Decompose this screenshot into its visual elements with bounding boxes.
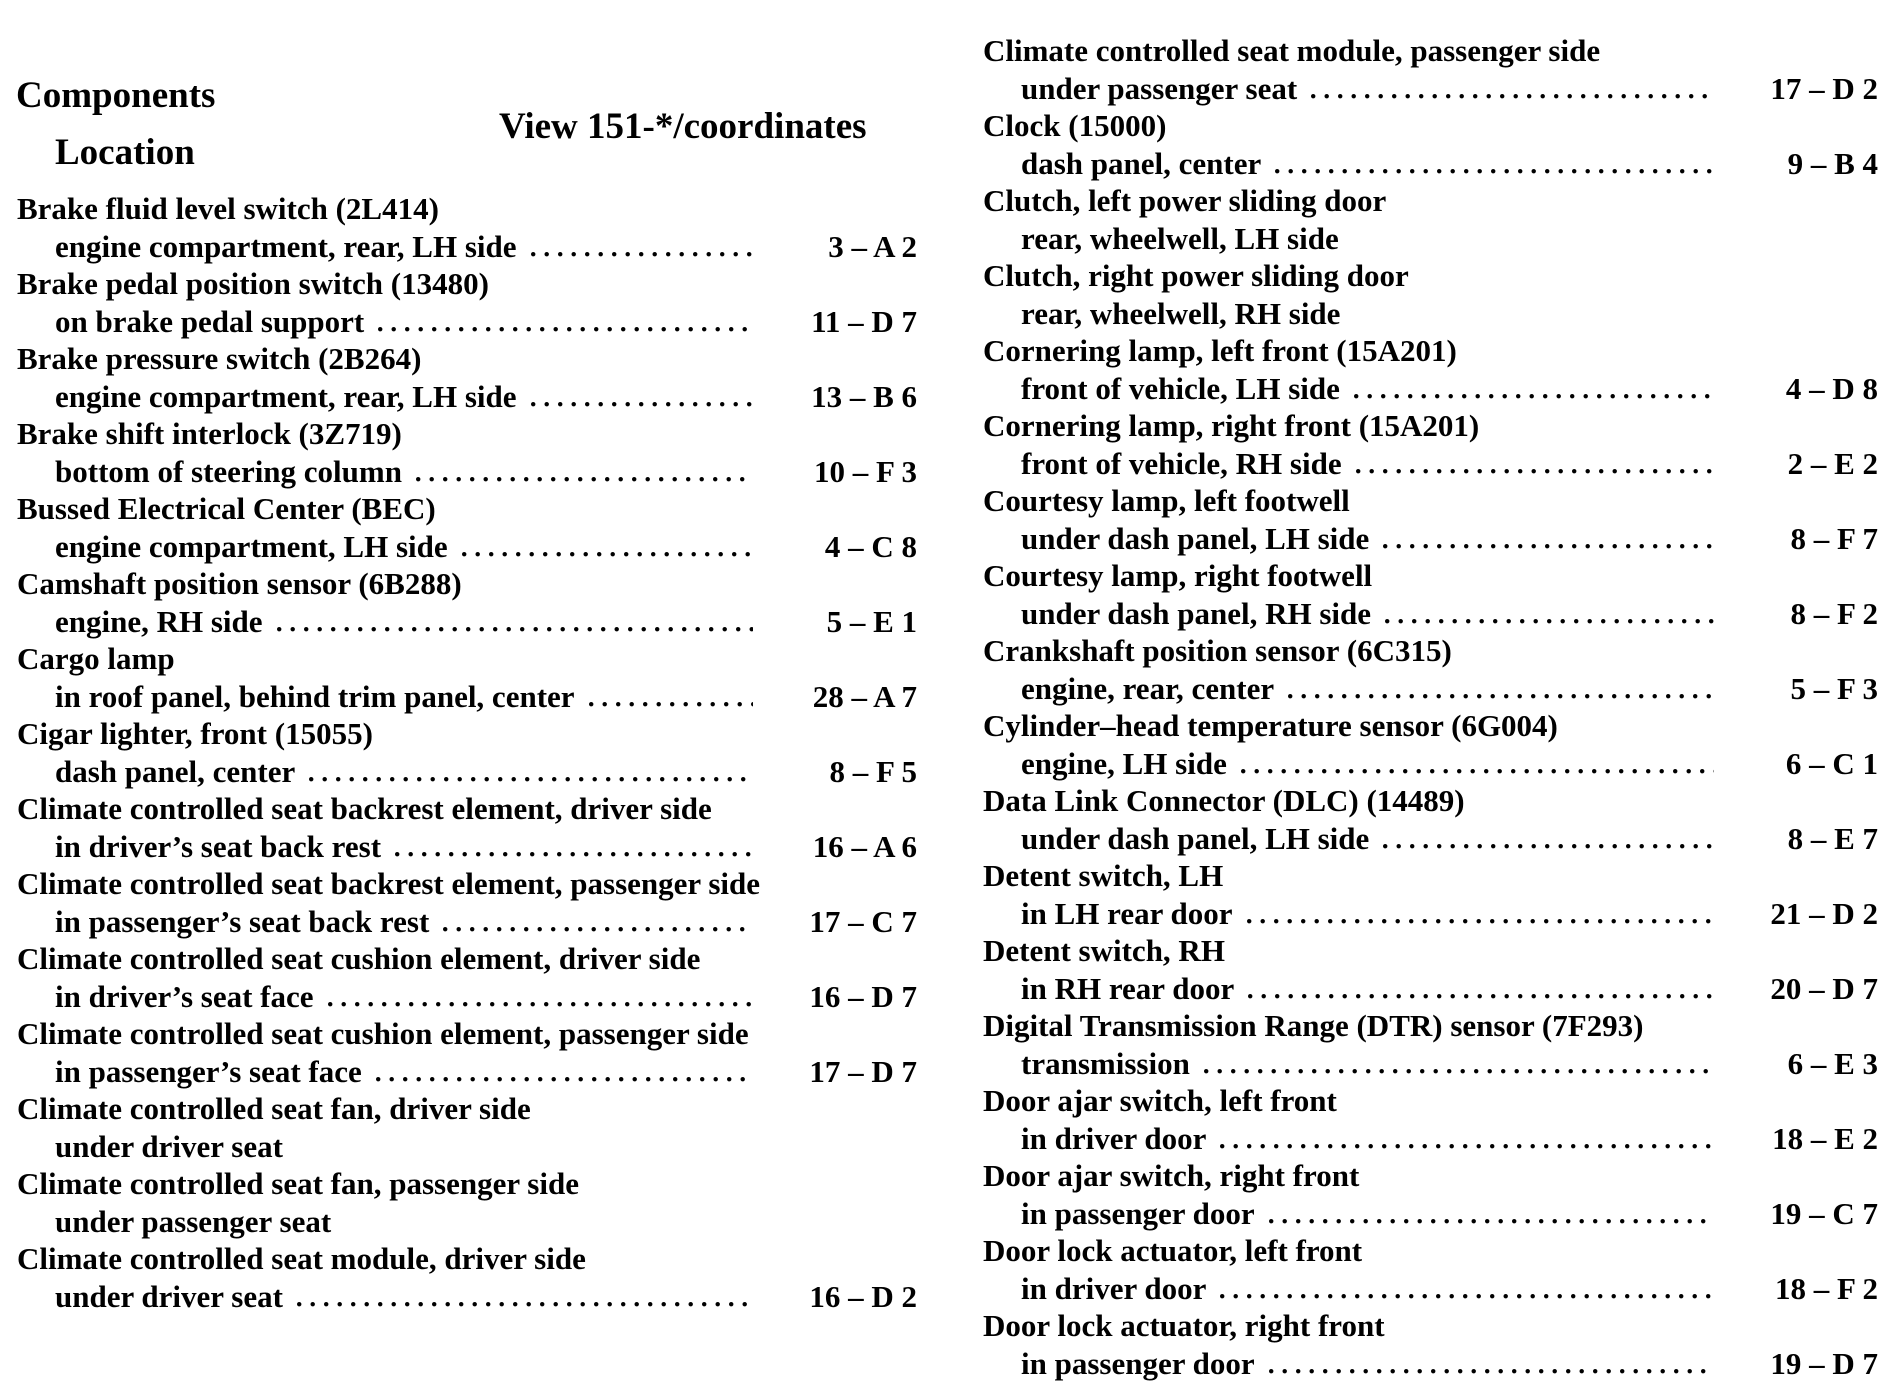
grid-coordinate: 9 – B 4 xyxy=(1787,145,1878,181)
component-location-line xyxy=(17,1128,917,1166)
component-location: in driver door xyxy=(1021,1270,1207,1306)
component-location-line xyxy=(983,970,1878,1008)
dot-leader xyxy=(1350,370,1714,408)
component-name: Door lock actuator, right front xyxy=(983,1308,1385,1343)
component-location: engine compartment, rear, LH side xyxy=(55,378,517,414)
component-location: in roof panel, behind trim panel, center xyxy=(55,678,575,714)
component-entry xyxy=(17,790,917,865)
component-location: under passenger seat xyxy=(55,1203,332,1239)
component-location: in passenger door xyxy=(1021,1345,1255,1381)
grid-coordinate: 20 – D 7 xyxy=(1770,970,1878,1006)
component-location-line xyxy=(17,678,917,716)
component-location-line xyxy=(17,453,917,491)
dot-leader xyxy=(1271,145,1714,183)
component-name: Cylinder–head temperature sensor (6G004) xyxy=(983,708,1558,743)
component-entry xyxy=(17,490,917,565)
dot-leader xyxy=(1237,745,1714,783)
dot-leader xyxy=(374,303,753,341)
grid-coordinate: 19 – C 7 xyxy=(1770,1195,1878,1231)
component-location-line xyxy=(983,70,1878,108)
dot-leader xyxy=(1352,445,1714,483)
dot-leader xyxy=(305,753,753,791)
component-name: Courtesy lamp, right footwell xyxy=(983,558,1373,593)
dot-leader xyxy=(1381,595,1714,633)
component-entry xyxy=(983,557,1878,632)
component-name: Climate controlled seat fan, driver side xyxy=(17,1091,531,1126)
component-location-line xyxy=(983,1270,1878,1308)
left-column xyxy=(17,190,917,1315)
component-name: Clutch, right power sliding door xyxy=(983,258,1409,293)
component-name: Brake shift interlock (3Z719) xyxy=(17,416,402,451)
component-name: Bussed Electrical Center (BEC) xyxy=(17,491,436,526)
dot-leader xyxy=(458,528,753,566)
component-entry xyxy=(983,932,1878,1007)
dot-leader xyxy=(527,228,753,266)
component-location-line xyxy=(983,670,1878,708)
dot-leader xyxy=(1379,520,1714,558)
component-entry xyxy=(17,340,917,415)
grid-coordinate: 8 – F 7 xyxy=(1790,520,1878,556)
component-entry xyxy=(17,265,917,340)
dot-leader xyxy=(585,678,753,716)
grid-coordinate: 19 – D 7 xyxy=(1770,1345,1878,1381)
component-name: Crankshaft position sensor (6C315) xyxy=(983,633,1452,668)
component-location-line xyxy=(17,753,917,791)
component-name: Climate controlled seat module, passenger side xyxy=(983,33,1601,68)
component-location-line xyxy=(17,228,917,266)
grid-coordinate: 16 – A 6 xyxy=(812,828,917,864)
grid-coordinate: 16 – D 2 xyxy=(809,1278,917,1314)
component-location: under driver seat xyxy=(55,1278,283,1314)
dot-leader xyxy=(372,1053,753,1091)
grid-coordinate: 17 – D 2 xyxy=(1770,70,1878,106)
component-name: Clock (15000) xyxy=(983,108,1167,143)
component-location: front of vehicle, LH side xyxy=(1021,370,1340,406)
grid-coordinate: 11 – D 7 xyxy=(811,303,917,339)
dot-leader xyxy=(293,1278,753,1316)
component-location: under dash panel, LH side xyxy=(1021,820,1370,856)
dot-leader xyxy=(1284,670,1714,708)
component-entry xyxy=(17,565,917,640)
component-entry xyxy=(983,1232,1878,1307)
component-location-line xyxy=(983,220,1878,258)
component-entry xyxy=(17,1015,917,1090)
component-entry xyxy=(983,107,1878,182)
component-location: under dash panel, LH side xyxy=(1021,520,1370,556)
dot-leader xyxy=(391,828,753,866)
component-location: under dash panel, RH side xyxy=(1021,595,1372,631)
component-location-line xyxy=(17,303,917,341)
component-name: Door lock actuator, left front xyxy=(983,1233,1363,1268)
component-location: engine, RH side xyxy=(55,603,263,639)
component-name: Digital Transmission Range (DTR) sensor (7F293) xyxy=(983,1008,1644,1043)
component-location: bottom of steering column xyxy=(55,453,402,489)
component-entry xyxy=(983,1157,1878,1232)
component-location-line xyxy=(983,595,1878,633)
right-column xyxy=(983,32,1878,1382)
grid-coordinate: 17 – D 7 xyxy=(809,1053,917,1089)
component-name: Door ajar switch, left front xyxy=(983,1083,1337,1118)
component-entry xyxy=(17,1165,917,1240)
component-name: Detent switch, RH xyxy=(983,933,1225,968)
component-entry xyxy=(983,182,1878,257)
dot-leader xyxy=(1265,1345,1714,1383)
component-name: Climate controlled seat module, driver side xyxy=(17,1241,586,1276)
component-location: in driver door xyxy=(1021,1120,1207,1156)
component-location: dash panel, center xyxy=(1021,145,1262,181)
component-location: under driver seat xyxy=(55,1128,283,1164)
component-location: on brake pedal support xyxy=(55,303,365,339)
component-location: engine compartment, LH side xyxy=(55,528,448,564)
component-location-line xyxy=(983,1045,1878,1083)
component-name: Brake pressure switch (2B264) xyxy=(17,341,422,376)
dot-leader xyxy=(1216,1270,1714,1308)
component-location: in LH rear door xyxy=(1021,895,1233,931)
component-name: Door ajar switch, right front xyxy=(983,1158,1360,1193)
component-entry xyxy=(17,415,917,490)
component-location-line xyxy=(983,520,1878,558)
component-entry xyxy=(17,640,917,715)
component-entry xyxy=(983,632,1878,707)
grid-coordinate: 6 – E 3 xyxy=(1787,1045,1878,1081)
component-name: Brake fluid level switch (2L414) xyxy=(17,191,439,226)
component-entry xyxy=(983,782,1878,857)
location-heading: Location xyxy=(55,132,195,173)
dot-leader xyxy=(273,603,753,641)
component-entry xyxy=(983,407,1878,482)
grid-coordinate: 6 – C 1 xyxy=(1785,745,1878,781)
component-location: rear, wheelwell, LH side xyxy=(1021,220,1339,256)
component-location: engine, rear, center xyxy=(1021,670,1275,706)
component-location: in driver’s seat face xyxy=(55,978,314,1014)
component-location: dash panel, center xyxy=(55,753,296,789)
component-name: Climate controlled seat backrest element, driver side xyxy=(17,791,712,826)
component-location-line xyxy=(17,1203,917,1241)
dot-leader xyxy=(412,453,753,491)
grid-coordinate: 17 – C 7 xyxy=(809,903,917,939)
component-name: Cornering lamp, left front (15A201) xyxy=(983,333,1457,368)
component-entry xyxy=(983,707,1878,782)
component-location: engine compartment, rear, LH side xyxy=(55,228,517,264)
component-location-line xyxy=(983,295,1878,333)
dot-leader xyxy=(324,978,753,1016)
component-entry xyxy=(983,1307,1878,1382)
dot-leader xyxy=(1216,1120,1714,1158)
component-name: Cornering lamp, right front (15A201) xyxy=(983,408,1480,443)
component-name: Courtesy lamp, left footwell xyxy=(983,483,1350,518)
component-entry xyxy=(983,32,1878,107)
component-entry xyxy=(17,940,917,1015)
component-entry xyxy=(983,482,1878,557)
dot-leader xyxy=(527,378,753,416)
component-name: Cargo lamp xyxy=(17,641,175,676)
grid-coordinate: 2 – E 2 xyxy=(1787,445,1878,481)
component-name: Clutch, left power sliding door xyxy=(983,183,1387,218)
component-location-line xyxy=(17,903,917,941)
component-location: in driver’s seat back rest xyxy=(55,828,382,864)
components-heading: Components xyxy=(16,75,216,116)
component-entry xyxy=(983,1082,1878,1157)
component-location-line xyxy=(17,978,917,1016)
grid-coordinate: 10 – F 3 xyxy=(813,453,917,489)
component-entry xyxy=(17,190,917,265)
grid-coordinate: 8 – F 5 xyxy=(829,753,917,789)
component-entry xyxy=(983,1007,1878,1082)
component-name: Brake pedal position switch (13480) xyxy=(17,266,489,301)
grid-coordinate: 8 – F 2 xyxy=(1790,595,1878,631)
grid-coordinate: 21 – D 2 xyxy=(1770,895,1878,931)
dot-leader xyxy=(1243,895,1714,933)
component-location: front of vehicle, RH side xyxy=(1021,445,1342,481)
component-location-line xyxy=(983,745,1878,783)
component-name: Climate controlled seat cushion element, driver side xyxy=(17,941,701,976)
view-coordinates-heading: View 151-*/coordinates xyxy=(499,106,867,147)
component-location-line xyxy=(983,820,1878,858)
grid-coordinate: 8 – E 7 xyxy=(1787,820,1878,856)
grid-coordinate: 18 – E 2 xyxy=(1772,1120,1878,1156)
grid-coordinate: 18 – F 2 xyxy=(1774,1270,1878,1306)
component-location-line xyxy=(983,1120,1878,1158)
component-location-line xyxy=(17,1053,917,1091)
component-location-line xyxy=(17,828,917,866)
component-location: in RH rear door xyxy=(1021,970,1235,1006)
grid-coordinate: 4 – D 8 xyxy=(1785,370,1878,406)
component-location-line xyxy=(983,1345,1878,1383)
component-entry xyxy=(983,857,1878,932)
component-name: Cigar lighter, front (15055) xyxy=(17,716,373,751)
component-location-line xyxy=(983,370,1878,408)
component-entry xyxy=(17,1090,917,1165)
component-location: transmission xyxy=(1021,1045,1190,1081)
component-location: under passenger seat xyxy=(1021,70,1298,106)
component-location-line xyxy=(17,603,917,641)
component-location: in passenger’s seat face xyxy=(55,1053,362,1089)
component-entry xyxy=(983,257,1878,332)
component-entry xyxy=(17,865,917,940)
dot-leader xyxy=(1307,70,1714,108)
component-location-line xyxy=(983,895,1878,933)
dot-leader xyxy=(1200,1045,1714,1083)
dot-leader xyxy=(1244,970,1714,1008)
component-location-line xyxy=(983,1195,1878,1233)
component-location: in passenger door xyxy=(1021,1195,1255,1231)
grid-coordinate: 28 – A 7 xyxy=(812,678,917,714)
component-name: Climate controlled seat fan, passenger side xyxy=(17,1166,579,1201)
component-location: in passenger’s seat back rest xyxy=(55,903,430,939)
component-name: Climate controlled seat backrest element, passenger side xyxy=(17,866,761,901)
component-location-line xyxy=(17,1278,917,1316)
grid-coordinate: 13 – B 6 xyxy=(811,378,917,414)
component-name: Data Link Connector (DLC) (14489) xyxy=(983,783,1465,818)
component-location-line xyxy=(17,528,917,566)
component-location-line xyxy=(983,145,1878,183)
component-name: Detent switch, LH xyxy=(983,858,1224,893)
dot-leader xyxy=(439,903,753,941)
component-location: rear, wheelwell, RH side xyxy=(1021,295,1341,331)
component-location-line xyxy=(17,378,917,416)
grid-coordinate: 3 – A 2 xyxy=(828,228,917,264)
dot-leader xyxy=(1265,1195,1714,1233)
dot-leader xyxy=(1379,820,1714,858)
component-name: Camshaft position sensor (6B288) xyxy=(17,566,462,601)
component-location-line xyxy=(983,445,1878,483)
grid-coordinate: 4 – C 8 xyxy=(824,528,917,564)
component-name: Climate controlled seat cushion element, passenger side xyxy=(17,1016,749,1051)
component-location: engine, LH side xyxy=(1021,745,1227,781)
grid-coordinate: 5 – F 3 xyxy=(1790,670,1878,706)
grid-coordinate: 5 – E 1 xyxy=(826,603,917,639)
grid-coordinate: 16 – D 7 xyxy=(809,978,917,1014)
component-entry xyxy=(17,715,917,790)
component-entry xyxy=(983,332,1878,407)
component-entry xyxy=(17,1240,917,1315)
